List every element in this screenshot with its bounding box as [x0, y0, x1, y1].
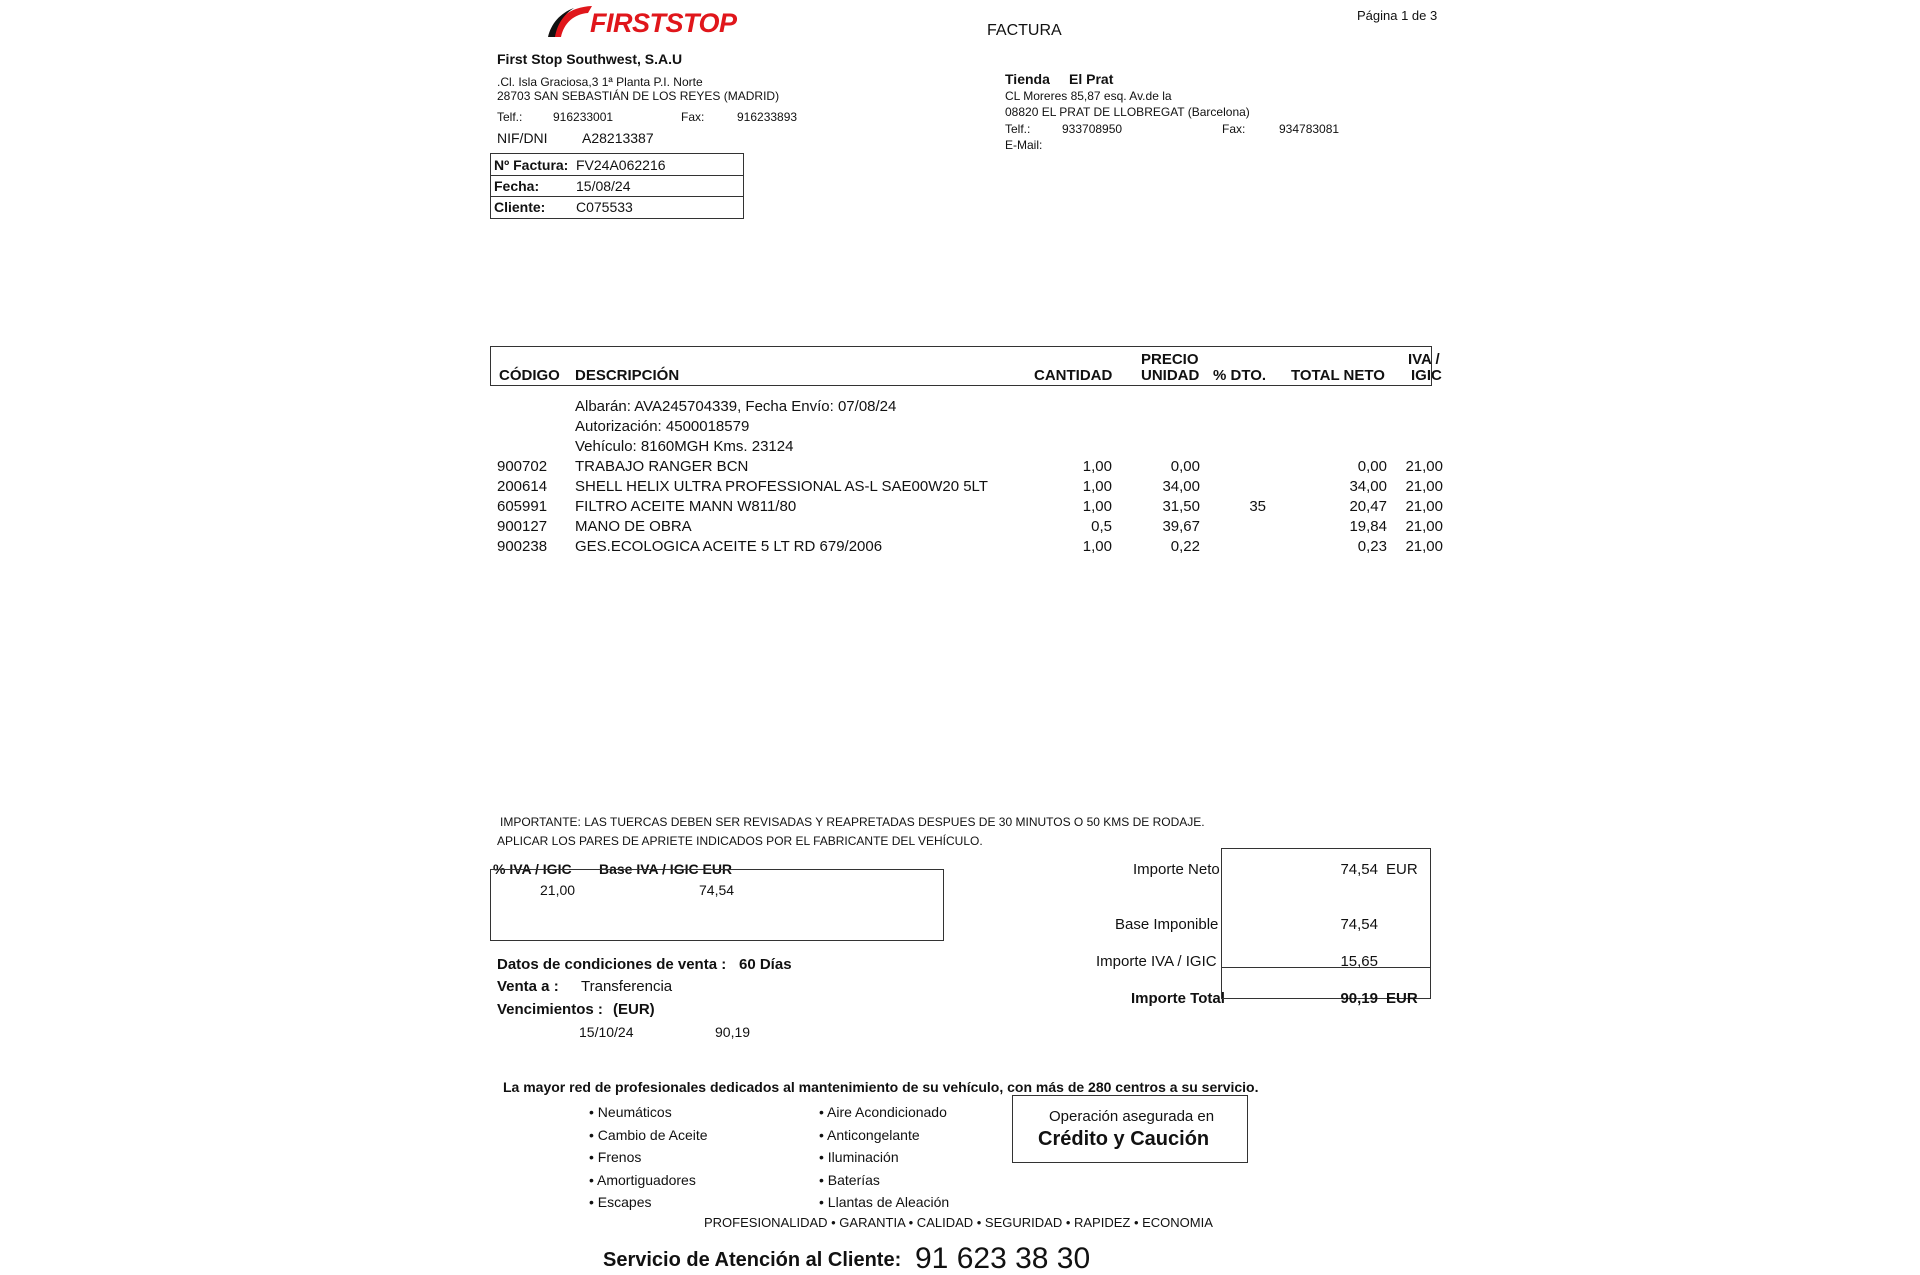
- service-item: • Neumáticos: [589, 1104, 672, 1120]
- row-discount: 35: [1249, 498, 1266, 515]
- row-quantity: 1,00: [1082, 498, 1112, 515]
- invoice-client-row: [491, 196, 743, 217]
- row-vat: 21,00: [1405, 498, 1443, 515]
- service-item: • Frenos: [589, 1149, 642, 1165]
- row-description: FILTRO ACEITE MANN W811/80: [575, 498, 797, 515]
- due-currency: (EUR): [613, 1001, 655, 1018]
- row-description: SHELL HELIX ULTRA PROFESSIONAL AS-L SAE00W20 5LT: [575, 478, 988, 495]
- firststop-logo: [548, 2, 758, 40]
- total-currency: EUR: [1386, 990, 1418, 1007]
- row-code: 900238: [497, 538, 548, 555]
- invoice-client-label: Cliente:: [494, 199, 546, 215]
- footer-values: PROFESIONALIDAD • GARANTIA • CALIDAD • SEGURIDAD • RAPIDEZ • ECONOMIA: [704, 1215, 1213, 1230]
- vat-amount: 15,65: [1340, 953, 1378, 970]
- vat-amount-label: Importe IVA / IGIC: [1096, 953, 1217, 970]
- store-fax-label: Fax:: [1222, 122, 1246, 136]
- vat-summary-rate: 21,00: [540, 882, 576, 898]
- tire-swoosh-icon: [548, 4, 594, 38]
- invoice-number-label: Nº Factura:: [494, 157, 569, 173]
- page-number: Página 1 de 3: [1357, 8, 1438, 23]
- customer-service-label: Servicio de Atención al Cliente:: [603, 1249, 902, 1271]
- row-quantity: 1,00: [1082, 538, 1112, 555]
- row-quantity: 0,5: [1091, 518, 1112, 535]
- services-list-right: [819, 1101, 949, 1214]
- taxable-base-label: Base Imponible: [1115, 916, 1219, 933]
- note-authorization: Autorización: 4500018579: [575, 418, 750, 435]
- issuer-address-1: .Cl. Isla Graciosa,3 1ª Planta P.I. Norte: [497, 75, 703, 89]
- col-vat-line2: IGIC: [1411, 367, 1442, 384]
- store-email-label: E-Mail:: [1005, 138, 1043, 152]
- due-dates-label: Vencimientos :: [497, 1001, 603, 1018]
- net-amount: 74,54: [1340, 861, 1378, 878]
- row-vat: 21,00: [1405, 538, 1443, 555]
- issuer-fax-label: Fax:: [681, 110, 705, 124]
- issuer-tel: 916233001: [553, 110, 614, 124]
- sale-terms: 60 Días: [739, 956, 792, 973]
- credit-insurance-box: [1012, 1095, 1248, 1163]
- document-title: FACTURA: [987, 22, 1062, 39]
- row-net-total: 19,84: [1349, 518, 1387, 535]
- logo-wordmark: FIRSTSTOP: [590, 8, 737, 38]
- vat-summary-base-header: Base IVA / IGIC EUR: [599, 861, 733, 877]
- invoice-number: FV24A062216: [576, 157, 666, 173]
- vat-summary-base: 74,54: [699, 882, 735, 898]
- row-vat: 21,00: [1405, 478, 1443, 495]
- row-net-total: 0,23: [1357, 538, 1387, 555]
- store-label: Tienda: [1005, 71, 1050, 87]
- store-fax: 934783081: [1279, 122, 1340, 136]
- invoice-date-row: [491, 175, 743, 197]
- issuer-address-2: 28703 SAN SEBASTIÁN DE LOS REYES (MADRID): [497, 89, 780, 103]
- net-amount-label: Importe Neto: [1133, 861, 1220, 878]
- row-unit-price: 0,00: [1170, 458, 1200, 475]
- row-net-total: 0,00: [1357, 458, 1387, 475]
- due-date: 15/10/24: [579, 1024, 634, 1040]
- row-description: GES.ECOLOGICA ACEITE 5 LT RD 679/2006: [575, 538, 883, 555]
- customer-service-phone: 91 623 38 30: [915, 1242, 1091, 1275]
- net-currency: EUR: [1386, 861, 1418, 878]
- notice-line-1: IMPORTANTE: LAS TUERCAS DEBEN SER REVISADAS Y REAPRETADAS DESPUES DE 30 MINUTOS O 50 KMS DE RODAJE.: [500, 815, 1205, 829]
- lines-table-header: [490, 346, 1442, 386]
- service-item: • Amortiguadores: [589, 1171, 696, 1188]
- taxable-base: 74,54: [1340, 916, 1378, 933]
- vat-summary-box: [490, 869, 944, 941]
- sale-terms-label: Datos de condiciones de venta :: [497, 956, 727, 973]
- issuer-nif-label: NIF/DNI: [497, 130, 548, 146]
- row-code: 200614: [497, 478, 548, 495]
- services-list-left: [589, 1101, 708, 1214]
- service-item: • Llantas de Aleación: [819, 1194, 950, 1210]
- store-address-2: 08820 EL PRAT DE LLOBREGAT (Barcelona): [1005, 105, 1250, 119]
- invoice-date-label: Fecha:: [494, 178, 540, 194]
- notice-line-2: APLICAR LOS PARES DE APRIETE INDICADOS POR EL FABRICANTE DEL VEHÍCULO.: [497, 834, 983, 848]
- total-amount-label: Importe Total: [1131, 990, 1225, 1007]
- row-quantity: 1,00: [1082, 458, 1112, 475]
- sale-method: Transferencia: [581, 978, 673, 995]
- row-quantity: 1,00: [1082, 478, 1112, 495]
- row-description: MANO DE OBRA: [575, 518, 692, 535]
- issuer-name: First Stop Southwest, S.A.U: [497, 51, 683, 67]
- col-discount: % DTO.: [1213, 367, 1267, 384]
- row-vat: 21,00: [1405, 518, 1443, 535]
- row-unit-price: 31,50: [1162, 498, 1200, 515]
- insured-line-1: Operación asegurada en: [1049, 1108, 1215, 1125]
- totals-box: [1221, 848, 1431, 1007]
- row-code: 900127: [497, 518, 548, 535]
- note-vehicle: Vehículo: 8160MGH Kms. 23124: [575, 438, 794, 455]
- col-price-line1: PRECIO: [1141, 351, 1199, 368]
- service-item: • Aire Acondicionado: [819, 1104, 947, 1120]
- service-item: • Escapes: [589, 1194, 652, 1210]
- note-delivery: Albarán: AVA245704339, Fecha Envío: 07/08/24: [575, 398, 897, 415]
- col-code: CÓDIGO: [499, 367, 560, 384]
- vat-summary-rate-header: % IVA / IGIC: [493, 861, 572, 877]
- row-unit-price: 39,67: [1162, 518, 1200, 535]
- row-unit-price: 34,00: [1162, 478, 1200, 495]
- sale-method-label: Venta a :: [497, 978, 559, 995]
- invoice-number-row: [491, 154, 743, 176]
- row-unit-price: 0,22: [1170, 538, 1200, 555]
- service-item: • Cambio de Aceite: [589, 1126, 708, 1143]
- invoice-client: C075533: [576, 199, 633, 215]
- service-item: • Anticongelante: [819, 1126, 920, 1143]
- row-code: 605991: [497, 498, 548, 515]
- footer-tagline: La mayor red de profesionales dedicados al mantenimiento de su vehículo, con más de 280 centros a su servicio.: [503, 1079, 1259, 1095]
- store-tel-label: Telf.:: [1005, 122, 1031, 136]
- service-item: • Baterías: [819, 1171, 880, 1188]
- total-amount: 90,19: [1340, 990, 1378, 1007]
- row-vat: 21,00: [1405, 458, 1443, 475]
- row-code: 900702: [497, 458, 548, 475]
- issuer-fax: 916233893: [737, 110, 798, 124]
- col-quantity: CANTIDAD: [1034, 367, 1113, 384]
- issuer-tel-label: Telf.:: [497, 110, 523, 124]
- col-price-line2: UNIDAD: [1141, 367, 1200, 384]
- invoice-id-box: [490, 153, 744, 219]
- col-vat-line1: IVA /: [1408, 351, 1440, 368]
- issuer-nif: A28213387: [582, 130, 654, 146]
- service-item: • Iluminación: [819, 1149, 899, 1165]
- row-net-total: 34,00: [1349, 478, 1387, 495]
- due-amount: 90,19: [715, 1024, 751, 1040]
- store-name: El Prat: [1069, 71, 1114, 87]
- col-description: DESCRIPCIÓN: [575, 367, 680, 384]
- row-description: TRABAJO RANGER BCN: [575, 458, 749, 475]
- insured-line-2: Crédito y Caución: [1038, 1128, 1210, 1150]
- row-net-total: 20,47: [1349, 498, 1387, 515]
- store-address-1: CL Moreres 85,87 esq. Av.de la: [1005, 89, 1172, 103]
- invoice-date: 15/08/24: [576, 178, 631, 194]
- col-net-total: TOTAL NETO: [1291, 367, 1385, 384]
- store-tel: 933708950: [1062, 122, 1123, 136]
